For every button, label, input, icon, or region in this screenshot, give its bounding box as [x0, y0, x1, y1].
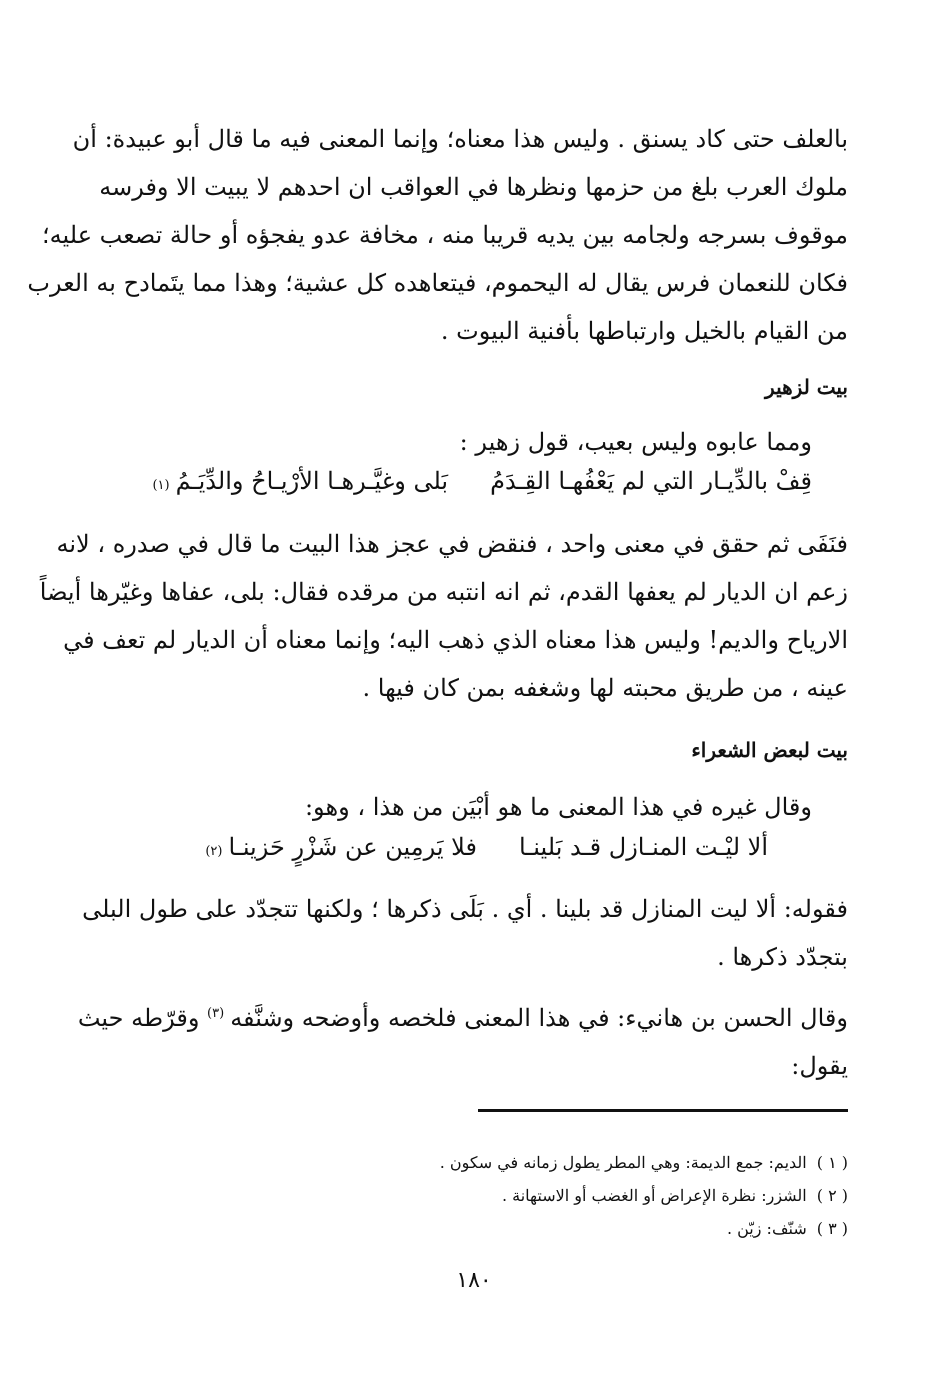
paragraph-1 — [27, 115, 848, 355]
footnote-number: ( ٣ ) — [816, 1219, 848, 1238]
paragraph-line: يقول: — [791, 1052, 848, 1080]
footnote-text: الديم: جمع الديمة: وهي المطر يطول زمانه في سكون . — [439, 1153, 807, 1172]
paragraph-line — [77, 990, 848, 1042]
section-heading-zuhair: بيت لزهير — [765, 375, 848, 399]
verse-intro-1 — [112, 422, 812, 462]
footnote-ref-1: (١) — [152, 478, 170, 493]
page-number: ١٨٠ — [456, 1268, 492, 1293]
footnote-text: الشزر: نظرة الإعراض أو الغضب أو الاستهانة . — [501, 1186, 807, 1205]
footnote-1 — [440, 1148, 848, 1178]
paragraph-line: فكان للنعمان فرس يقال له اليحموم، فيتعاهده كل عشية؛ وهذا مما يتَمادح به العرب — [27, 269, 848, 297]
paragraph-2 — [39, 520, 848, 712]
verse-hemistich-second: بَلى وغيَّـرهـا الأرْيـاحُ والدِّيَـمُ — [175, 467, 449, 495]
verse-hemistich-second: فلا يَرمِين عن شَزْرٍ حَزينـا — [228, 833, 477, 861]
paragraph-line: ومما عابوه وليس بعيب، قول زهير : — [459, 428, 812, 456]
paragraph-line: من القيام بالخيل وارتباطها بأفنية البيوت . — [440, 317, 848, 345]
section-heading-poets: بيت لبعض الشعراء — [691, 738, 848, 762]
paragraph-line: ملوك العرب بلغ من حزمها ونظرها في العواقب ان احدهم لا يبيت الا وفرسه — [99, 173, 848, 201]
paragraph-line: فقوله: ألا ليت المنازل قد بلينا . أي . بَلَى ذكرها ؛ ولكنها تتجدّد على طول البلى — [82, 895, 848, 923]
paragraph-3 — [82, 885, 848, 981]
paragraph-4 — [77, 990, 848, 1090]
verse-1 — [112, 462, 812, 505]
paragraph-line: زعم ان الديار لم يعفها القدم، ثم انه انتبه من مرقده فقال: بلى، عفاها وغيّرها أيضاً — [39, 578, 848, 606]
paragraph-text: وقال الحسن بن هانيء: في هذا المعنى فلخصه وأوضحه وشنَّفه — [230, 1004, 848, 1032]
paragraph-line: عينه ، من طريق محبته لها وشغفه بمن كان فيها . — [362, 674, 848, 702]
paragraph-text: وقرّطه حيث — [77, 1004, 200, 1032]
verse-intro-2 — [112, 787, 812, 827]
footnote-number: ( ٢ ) — [816, 1186, 848, 1205]
paragraph-line: فنَفَى ثم حقق في معنى واحد ، فنقض في عجز هذا البيت ما قال في صدره ، لانه — [56, 530, 848, 558]
footnote-ref-2: (٢) — [205, 844, 223, 859]
verse-hemistich-first: ألا ليْـت المنـازل قـد بَلينـا — [518, 833, 768, 861]
footnote-3 — [727, 1214, 848, 1244]
verse-2 — [112, 828, 768, 871]
footnote-divider — [478, 1109, 848, 1112]
footnote-2 — [502, 1181, 848, 1211]
footnote-ref-3: (٣) — [207, 1006, 225, 1021]
footnote-number: ( ١ ) — [816, 1153, 848, 1172]
footnote-text: شنّف: زيّن . — [726, 1219, 807, 1238]
paragraph-line: بتجدّد ذكرها . — [717, 943, 848, 971]
verse-hemistich-first: قِفْ بالدِّيـار التي لم يَعْفُهـا القِـدَمُ — [490, 467, 812, 495]
paragraph-line: وقال غيره في هذا المعنى ما هو أبْيَن من هذا ، وهو: — [304, 793, 812, 821]
paragraph-line: الارياح والديم! وليس هذا معناه الذي ذهب اليه؛ وإنما معناه أن الديار لم تعف في — [63, 626, 848, 654]
paragraph-line: بالعلف حتى كاد يسنق . وليس هذا معناه؛ وإنما المعنى فيه ما قال أبو عبيدة: أن — [72, 125, 848, 153]
paragraph-line: موقوف بسرجه ولجامه بين يديه قريبا منه ، مخافة عدو يفجؤه أو حالة تصعب عليه؛ — [42, 221, 848, 249]
